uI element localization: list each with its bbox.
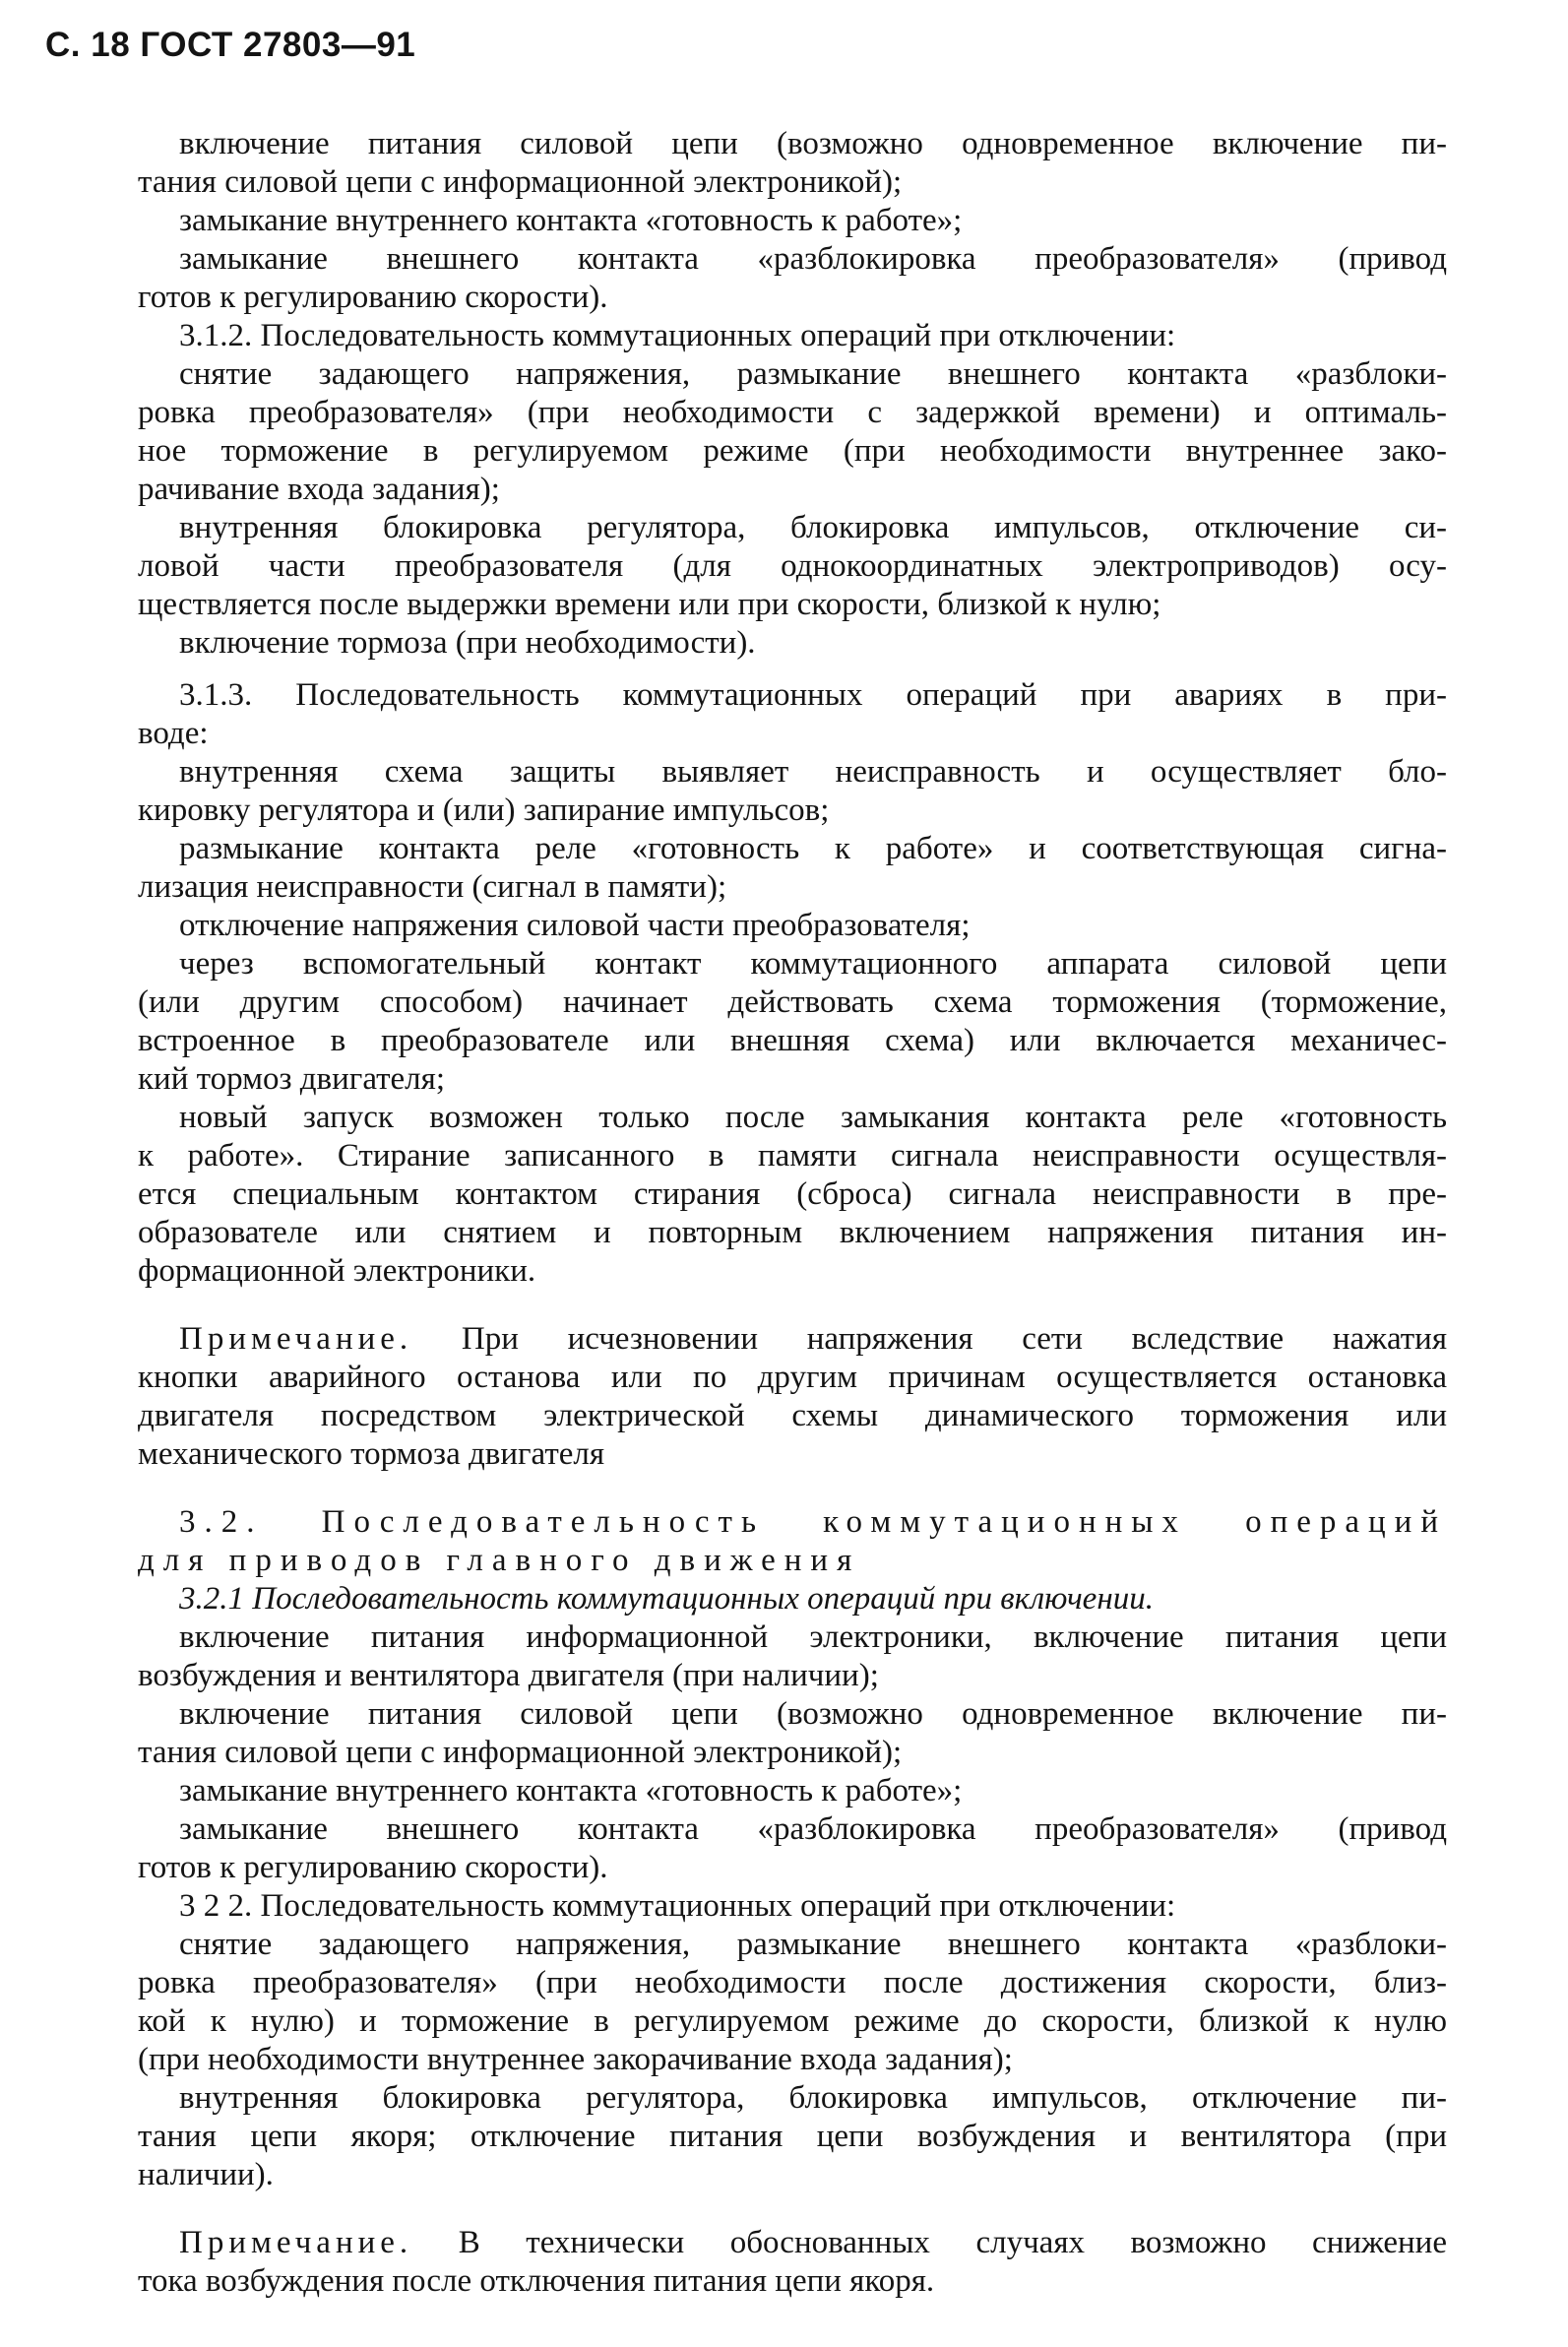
paragraph [138,355,1447,509]
text-line: ное торможение в регулируемом режиме (при необходимости внутреннее зако- [138,433,1447,469]
paragraph [138,1099,1447,1291]
text-line: ется специальным контактом стирания (сброса) сигнала неисправности в пре- [138,1176,1447,1212]
text-line: готов к регулированию скорости). [138,280,608,315]
text-line: Примечание. При исчезновении напряжения сети вследствие нажатия [179,1321,1447,1357]
text-line: формационной электроники. [138,1253,536,1289]
text-line: внутренняя схема защиты выявляет неисправность и осуществляет бло- [179,754,1447,790]
text-line: 3.1.2. Последовательность коммутационных операций при отключении: [179,318,1176,353]
text-line: (или другим способом) начинает действовать схема торможения (торможение, [138,984,1447,1020]
text-line: через вспомогательный контакт коммутационного аппарата силовой цепи [179,946,1447,982]
text-line: лизация неисправности (сигнал в памяти); [138,869,727,905]
text-line: внутренняя блокировка регулятора, блокировка импульсов, отключение си- [179,510,1447,545]
text-line: встроенное в преобразователе или внешняя схема) или включается механичес- [138,1023,1447,1058]
text-line: кий тормоз двигателя; [138,1061,446,1097]
text-line: внутренняя блокировка регулятора, блокировка импульсов, отключение пи- [179,2080,1447,2116]
text-line: готов к регулированию скорости). [138,1850,608,1885]
paragraph [138,1695,1447,1772]
paragraph [138,1926,1447,2079]
text-line: образователе или снятием и повторным включением напряжения питания ин- [138,1215,1447,1250]
note-label: Примечание. [179,2225,413,2260]
text-line: кировку регулятора и (или) запирание импульсов; [138,793,830,828]
paragraph [138,1810,1447,1887]
paragraph [138,1503,1447,1580]
text-line: новый запуск возможен только после замыкания контакта реле «готовность [179,1100,1447,1135]
paragraph [138,676,1447,753]
paragraph [138,1618,1447,1695]
text-line: кой к нулю) и торможение в регулируемом режиме до скорости, близкой к нулю [138,2003,1447,2039]
text-line: Примечание. В технически обоснованных случаях возможно снижение [179,2225,1447,2260]
text-line: включение тормоза (при необходимости). [179,625,756,661]
text-line: ровка преобразователя» (при необходимости после достижения скорости, близ- [138,1965,1447,2000]
text-line: отключение напряжения силовой части преобразователя; [179,908,971,943]
paragraph [138,509,1447,624]
text-line: ществляется после выдержки времени или при скорости, близкой к нулю; [138,587,1161,622]
paragraph-gap [138,663,1447,676]
paragraph [138,753,1447,830]
page-header: С. 18 ГОСТ 27803—91 [45,26,416,64]
text-line: механического тормоза двигателя [138,1436,605,1472]
text-line: (при необходимости внутреннее закорачивание входа задания); [138,2042,1013,2077]
text-line: включение питания силовой цепи (возможно одновременное включение пи- [179,1696,1447,1732]
text-line: наличии). [138,2157,274,2192]
text-line: снятие задающего напряжения, размыкание внешнего контакта «разблоки- [179,356,1447,392]
paragraph-gap [138,2194,1447,2224]
text-line: размыкание контакта реле «готовность к работе» и соответствующая сигна- [179,831,1447,866]
text-line: ровка преобразователя» (при необходимости с задержкой времени) и оптималь- [138,395,1447,430]
paragraph [138,907,1447,945]
paragraph [138,125,1447,202]
paragraph [138,1580,1447,1618]
text-line: замыкание внешнего контакта «разблокировка преобразователя» (привод [179,1811,1447,1847]
paragraph [138,317,1447,355]
text-line: включение питания силовой цепи (возможно одновременное включение пи- [179,126,1447,161]
text-line: возбуждения и вентилятора двигателя (при наличии); [138,1658,879,1693]
text-line: замыкание внутреннего контакта «готовность к работе»; [179,203,963,238]
text-line: к работе». Стирание записанного в памяти сигнала неисправности осуществля- [138,1138,1447,1174]
text-line: тания силовой цепи с информационной электроникой); [138,164,903,200]
document-body [138,125,1447,2301]
paragraph [138,202,1447,240]
paragraph [138,945,1447,1099]
text-line: рачивание входа задания); [138,472,500,507]
text-line: 3 2 2. Последовательность коммутационных операций при отключении: [179,1888,1176,1924]
paragraph [138,1772,1447,1810]
text-line: тания цепи якоря; отключение питания цепи возбуждения и вентилятора (при [138,2119,1447,2154]
text-line: воде: [138,716,209,751]
paragraph [138,830,1447,907]
text-line: 3.2.1 Последовательность коммутационных операций при включении. [179,1581,1154,1617]
text-line: 3.1.3. Последовательность коммутационных операций при авариях в при- [179,677,1447,713]
paragraph-gap [138,1474,1447,1503]
text-line: включение питания информационной электроники, включение питания цепи [179,1619,1447,1655]
text-line: замыкание внутреннего контакта «готовность к работе»; [179,1773,963,1808]
text-line: снятие задающего напряжения, размыкание внешнего контакта «разблоки- [179,1927,1447,1962]
note-label: Примечание. [179,1321,413,1357]
text-line: двигателя посредством электрической схемы динамического торможения или [138,1398,1447,1433]
text-line: тока возбуждения после отключения питания цепи якоря. [138,2263,935,2299]
text-line: замыкание внешнего контакта «разблокировка преобразователя» (привод [179,241,1447,277]
paragraph [138,240,1447,317]
text-line: ловой части преобразователя (для однокоординатных электроприводов) осу- [138,548,1447,584]
paragraph [138,1887,1447,1926]
text-line: 3.2. Последовательность коммутационных операций [179,1504,1447,1540]
text-line: для приводов главного движения [138,1543,861,1578]
text-line: тания силовой цепи с информационной электроникой); [138,1735,903,1770]
text-line: кнопки аварийного останова или по другим причинам осуществляется остановка [138,1360,1447,1395]
paragraph [138,1320,1447,1474]
paragraph [138,2224,1447,2301]
paragraph-gap [138,1291,1447,1320]
paragraph [138,624,1447,663]
paragraph [138,2079,1447,2194]
